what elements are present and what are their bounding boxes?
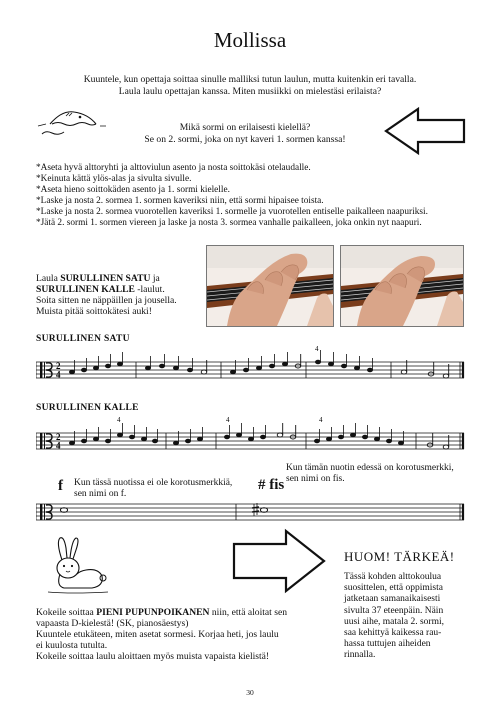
intro-text [40, 74, 460, 97]
finger-number: 4 [315, 345, 319, 353]
lake-doodle-icon [36, 104, 108, 140]
question-text [120, 122, 370, 145]
hand-photo-1 [206, 245, 334, 327]
song-name-pupunpoikanen: PIENI PUPUNPOIKANEN [96, 607, 210, 618]
huom-line: jatketaan samanaikaisesti [344, 594, 441, 605]
instruction-line-3: Soita sitten ne näppäillen ja jousella. [36, 295, 177, 306]
staff-title-satu: SURULLINEN SATU [36, 334, 130, 344]
hand-photo-2 [340, 245, 464, 327]
list-item: *Laske ja nosta 2. sormea 1. sormen kaveriksi niin, että sormi hipaisee toista. [36, 195, 324, 206]
time-signature-bottom: 4 [56, 369, 61, 380]
huom-line: hassa tuttujen aiheiden [344, 639, 431, 650]
page-title: Mollissa [213, 28, 287, 52]
fis-note-line-1: Kun tämän nuotin edessä on korotusmerkki, [286, 463, 454, 473]
bottom-line-4: ei kuulosta tutulta. [36, 640, 108, 651]
fis-note-text [286, 463, 476, 485]
f-note-symbol: f [58, 478, 63, 494]
huom-line: rinnalla. [344, 650, 376, 661]
finger-number: 4 [226, 416, 230, 424]
practice-steps-list [36, 163, 476, 228]
instruction-line-1: Laula SURULLINEN SATU ja [36, 273, 160, 284]
f-note-line-2: sen nimi on f. [74, 489, 127, 499]
list-item: *Jätä 2. sormi 1. sormen viereen ja laske ja nosta 3. sormea vanhalle paikalleen, joka onkin nyt naapuri. [36, 217, 422, 228]
finger-number: 4 [319, 416, 323, 424]
staff-satu [36, 344, 466, 384]
list-item: *Keinuta kättä ylös-alas ja sivulta sivulle. [36, 173, 192, 184]
time-signature-bottom: 4 [56, 440, 61, 451]
bottom-line-2: vapaasta D-kielestä! (SK, pianosäestys) [36, 618, 189, 629]
fis-note-symbol: # fis [258, 477, 285, 493]
huom-title: HUOM! TÄRKEÄ! [344, 549, 455, 564]
left-arrow-icon [382, 106, 468, 156]
song-name-kalle: SURULLINEN KALLE [36, 284, 135, 295]
question-line-1: Mikä sormi on erilaisesti kielellä? [179, 122, 311, 133]
bottom-line-5: Kokeile soittaa laulu aloittaen myös muista vapaista kielistä! [36, 651, 270, 662]
huom-line: sivulta 37 eteenpäin. Näin [344, 605, 444, 616]
huom-line: saa kehittyä kaikessa rau- [344, 628, 442, 639]
right-arrow-icon [228, 528, 328, 594]
list-item: *Aseta hyvä alttoryhti ja alttoviulun asento ja nosta soittokäsi otelaudalle. [36, 163, 311, 173]
question-line-2: Se on 2. sormi, joka on nyt kaveri 1. sormen kanssa! [144, 133, 346, 145]
song-name-satu: SURULLINEN SATU [60, 273, 151, 284]
finger-number: 4 [117, 416, 121, 424]
huom-line: suosittelen, että oppimista [344, 583, 443, 594]
huom-line: Tässä kohden alttokoulua [344, 572, 442, 582]
instruction-line-2: SURULLINEN KALLE -laulut. [36, 284, 165, 295]
bottom-instructions [36, 607, 336, 662]
list-item: *Aseta hieno soittokäden asento ja 1. sormi kielelle. [36, 184, 230, 195]
bottom-line-3: Kuuntele etukäteen, miten asetat sormesi. Korjaa heti, jos laulu [36, 629, 279, 640]
staff-kalle [36, 413, 466, 455]
sharp-icon [252, 503, 259, 516]
intro-line-2: Laula laulu opettajan kanssa. Miten musiikki on mielestäsi erilaista? [118, 85, 382, 97]
instruction-line-4: Muista pitää soittokätesi auki! [36, 306, 152, 317]
huom-text [344, 572, 466, 662]
time-signature-top: 2 [56, 361, 61, 371]
page-number: 30 [246, 688, 254, 697]
song-instructions [36, 273, 206, 317]
list-item: *Laske ja nosta 2. sormea vuorotellen kaveriksi 1. sormelle ja vuorotellen entiselle paikalleen naapuriksi. [36, 206, 428, 217]
bottom-line-1: Kokeile soittaa PIENI PUPUNPOIKANEN niin, että aloitat sen [36, 607, 288, 618]
intro-line-1: Kuuntele, kun opettaja soittaa sinulle malliksi tutun laulun, mutta kuitenkin eri tavalla. [83, 74, 417, 85]
time-signature-top: 2 [56, 432, 61, 442]
f-note-line-1: Kun tässä nuotissa ei ole korotusmerkkiä, [74, 478, 233, 488]
staff-title-kalle: SURULLINEN KALLE [36, 403, 139, 413]
staff-f-fis [36, 496, 466, 530]
rabbit-icon [42, 534, 112, 596]
fis-note-line-2: sen nimi on fis. [286, 474, 345, 484]
huom-line: uusi aihe, matala 2. sormi, [344, 616, 444, 627]
